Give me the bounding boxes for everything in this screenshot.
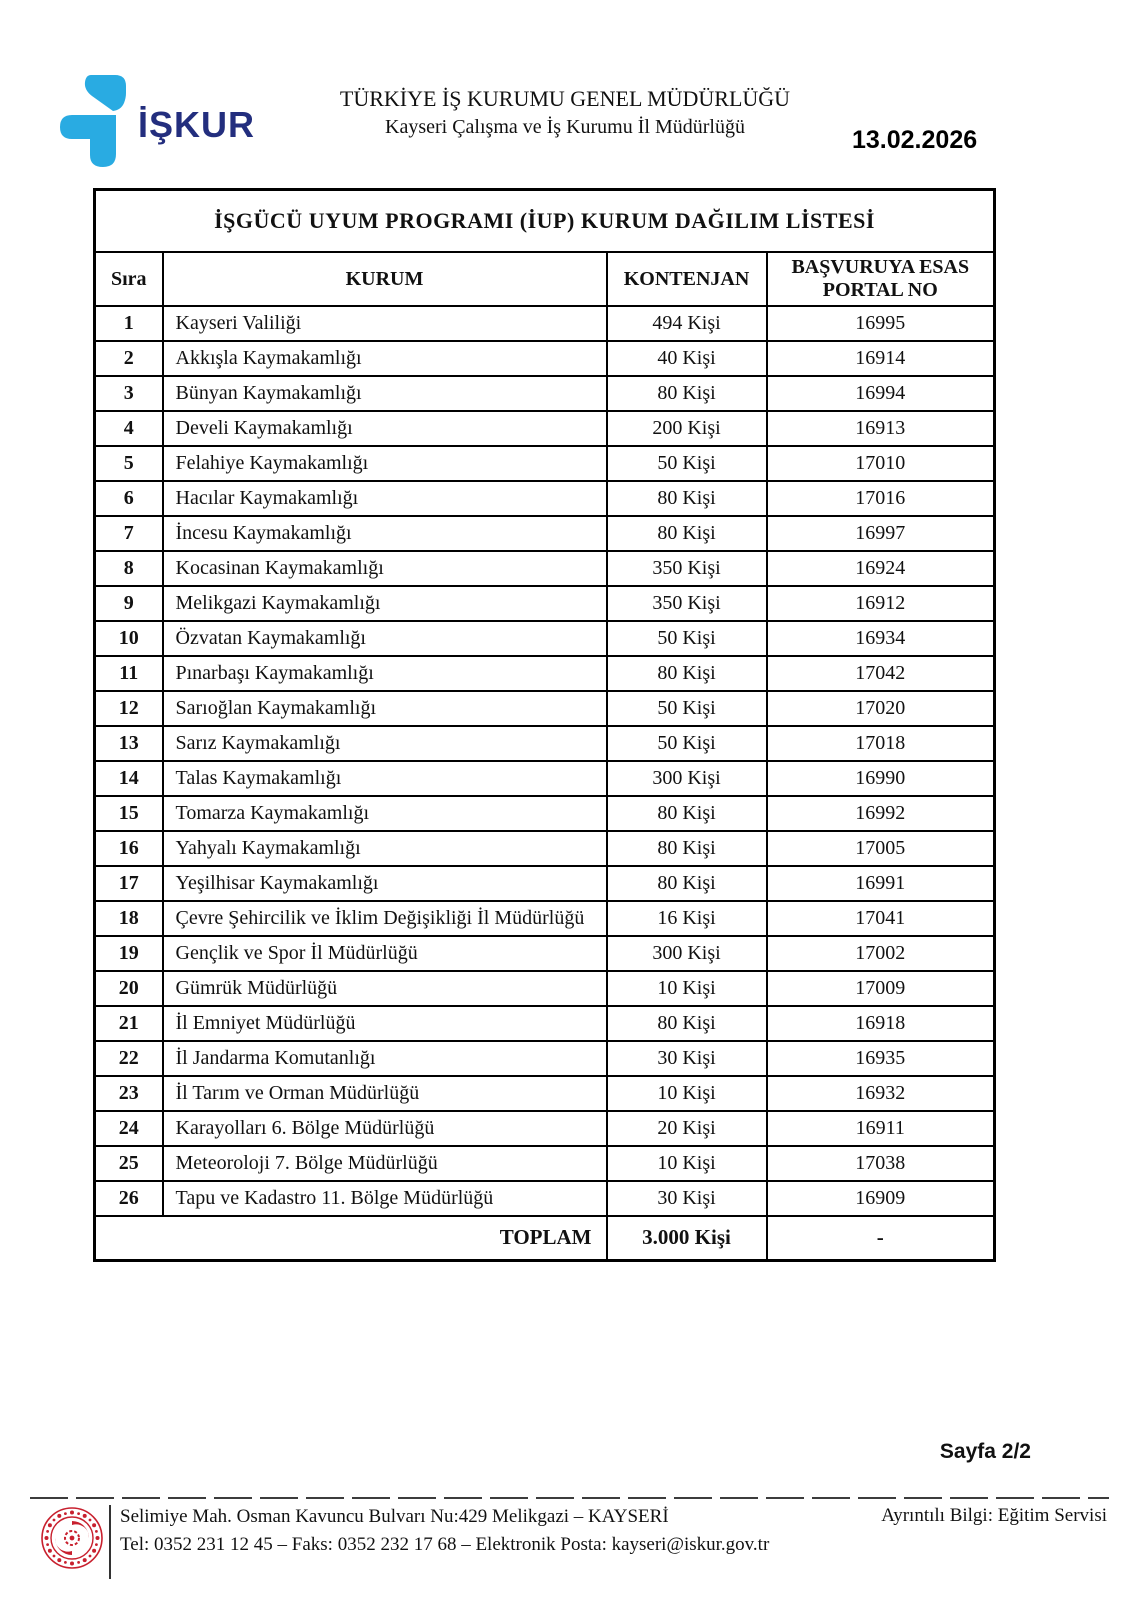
row-number: 2 <box>95 341 163 376</box>
portal-no: 16934 <box>767 621 995 656</box>
footer-vertical-divider <box>109 1505 111 1579</box>
row-number: 15 <box>95 796 163 831</box>
ministry-seal-icon <box>40 1506 104 1570</box>
row-number: 23 <box>95 1076 163 1111</box>
row-number: 10 <box>95 621 163 656</box>
table-row <box>95 761 995 796</box>
table-row <box>95 726 995 761</box>
kontenjan-value: 16 Kişi <box>607 901 767 936</box>
kurum-name: Yeşilhisar Kaymakamlığı <box>163 866 607 901</box>
table-row <box>95 901 995 936</box>
portal-no: 16914 <box>767 341 995 376</box>
footer-divider-line <box>30 1497 1109 1499</box>
table-row <box>95 1181 995 1216</box>
kurum-name: İl Emniyet Müdürlüğü <box>163 1006 607 1041</box>
kurum-name: Gümrük Müdürlüğü <box>163 971 607 1006</box>
row-number: 13 <box>95 726 163 761</box>
row-number: 24 <box>95 1111 163 1146</box>
portal-no: 16918 <box>767 1006 995 1041</box>
table-row <box>95 1076 995 1111</box>
kurum-name: Pınarbaşı Kaymakamlığı <box>163 656 607 691</box>
kontenjan-value: 20 Kişi <box>607 1111 767 1146</box>
total-label: TOPLAM <box>95 1216 607 1260</box>
row-number: 9 <box>95 586 163 621</box>
kurum-name: Akkışla Kaymakamlığı <box>163 341 607 376</box>
kontenjan-value: 350 Kişi <box>607 586 767 621</box>
kontenjan-value: 10 Kişi <box>607 971 767 1006</box>
portal-no: 17018 <box>767 726 995 761</box>
row-number: 17 <box>95 866 163 901</box>
table-row <box>95 796 995 831</box>
table-row <box>95 866 995 901</box>
kurum-name: İl Jandarma Komutanlığı <box>163 1041 607 1076</box>
row-number: 16 <box>95 831 163 866</box>
portal-no: 17041 <box>767 901 995 936</box>
organization-header <box>300 84 830 141</box>
kontenjan-value: 50 Kişi <box>607 691 767 726</box>
kontenjan-value: 494 Kişi <box>607 306 767 341</box>
table-row <box>95 481 995 516</box>
table-row <box>95 1111 995 1146</box>
kontenjan-value: 30 Kişi <box>607 1181 767 1216</box>
table-row <box>95 1041 995 1076</box>
row-number: 5 <box>95 446 163 481</box>
page-number: Sayfa 2/2 <box>939 1440 1031 1463</box>
table-row <box>95 831 995 866</box>
kurum-name: Karayolları 6. Bölge Müdürlüğü <box>163 1111 607 1146</box>
portal-no: 17010 <box>767 446 995 481</box>
kurum-name: Gençlik ve Spor İl Müdürlüğü <box>163 936 607 971</box>
table-row <box>95 586 995 621</box>
row-number: 20 <box>95 971 163 1006</box>
portal-no: 17009 <box>767 971 995 1006</box>
kontenjan-value: 80 Kişi <box>607 376 767 411</box>
kontenjan-value: 80 Kişi <box>607 656 767 691</box>
row-number: 6 <box>95 481 163 516</box>
row-number: 11 <box>95 656 163 691</box>
kontenjan-value: 10 Kişi <box>607 1076 767 1111</box>
table-row <box>95 936 995 971</box>
table-title-row <box>95 190 995 253</box>
portal-no: 16997 <box>767 516 995 551</box>
kontenjan-value: 80 Kişi <box>607 516 767 551</box>
kurum-name: Tomarza Kaymakamlığı <box>163 796 607 831</box>
kurum-name: Kayseri Valiliği <box>163 306 607 341</box>
table-row <box>95 971 995 1006</box>
kurum-name: Sarız Kaymakamlığı <box>163 726 607 761</box>
kurum-name: Tapu ve Kadastro 11. Bölge Müdürlüğü <box>163 1181 607 1216</box>
kurum-name: Kocasinan Kaymakamlığı <box>163 551 607 586</box>
row-number: 19 <box>95 936 163 971</box>
column-header-portal-no: BAŞVURUYA ESAS PORTAL NO <box>767 252 995 306</box>
table-row <box>95 446 995 481</box>
footer-address-block <box>120 1503 769 1559</box>
iskur-logo-text: İŞKUR <box>138 104 256 145</box>
row-number: 22 <box>95 1041 163 1076</box>
kontenjan-value: 300 Kişi <box>607 761 767 796</box>
portal-no: 17016 <box>767 481 995 516</box>
row-number: 26 <box>95 1181 163 1216</box>
table-header-row <box>95 252 995 306</box>
kurum-name: Meteoroloji 7. Bölge Müdürlüğü <box>163 1146 607 1181</box>
row-number: 8 <box>95 551 163 586</box>
portal-no: 16991 <box>767 866 995 901</box>
kontenjan-value: 40 Kişi <box>607 341 767 376</box>
row-number: 3 <box>95 376 163 411</box>
column-header-kontenjan: KONTENJAN <box>607 252 767 306</box>
portal-no: 17020 <box>767 691 995 726</box>
kurum-name: Özvatan Kaymakamlığı <box>163 621 607 656</box>
row-number: 12 <box>95 691 163 726</box>
total-row <box>95 1216 995 1260</box>
portal-no: 16912 <box>767 586 995 621</box>
table-row <box>95 376 995 411</box>
column-header-sira: Sıra <box>95 252 163 306</box>
kurum-name: Talas Kaymakamlığı <box>163 761 607 796</box>
total-kontenjan: 3.000 Kişi <box>607 1216 767 1260</box>
portal-no: 17038 <box>767 1146 995 1181</box>
kontenjan-value: 50 Kişi <box>607 726 767 761</box>
quota-table-container <box>93 188 996 1262</box>
table-row <box>95 341 995 376</box>
table-row <box>95 656 995 691</box>
portal-no: 16913 <box>767 411 995 446</box>
row-number: 1 <box>95 306 163 341</box>
footer-contact-info: Ayrıntılı Bilgi: Eğitim Servisi <box>881 1505 1107 1526</box>
portal-no: 17002 <box>767 936 995 971</box>
row-number: 25 <box>95 1146 163 1181</box>
table-row <box>95 306 995 341</box>
kurum-name: İncesu Kaymakamlığı <box>163 516 607 551</box>
document-date: 13.02.2026 <box>852 126 978 154</box>
organization-name: TÜRKİYE İŞ KURUMU GENEL MÜDÜRLÜĞÜ <box>339 86 791 111</box>
kontenjan-value: 80 Kişi <box>607 481 767 516</box>
portal-no: 16990 <box>767 761 995 796</box>
footer-address-line1: Selimiye Mah. Osman Kavuncu Bulvarı Nu:429 Melikgazi – KAYSERİ <box>120 1506 669 1527</box>
row-number: 7 <box>95 516 163 551</box>
kurum-name: Melikgazi Kaymakamlığı <box>163 586 607 621</box>
kurum-name: İl Tarım ve Orman Müdürlüğü <box>163 1076 607 1111</box>
portal-no: 17005 <box>767 831 995 866</box>
portal-no: 16909 <box>767 1181 995 1216</box>
kurum-name: Bünyan Kaymakamlığı <box>163 376 607 411</box>
kontenjan-value: 350 Kişi <box>607 551 767 586</box>
table-row <box>95 1006 995 1041</box>
portal-no: 16935 <box>767 1041 995 1076</box>
footer-address-line2: Tel: 0352 231 12 45 – Faks: 0352 232 17 68 – Elektronik Posta: kayseri@iskur.gov.tr <box>120 1534 770 1555</box>
kontenjan-value: 300 Kişi <box>607 936 767 971</box>
iskur-logo <box>58 70 288 170</box>
portal-no: 16924 <box>767 551 995 586</box>
row-number: 4 <box>95 411 163 446</box>
table-row <box>95 691 995 726</box>
kontenjan-value: 80 Kişi <box>607 831 767 866</box>
kontenjan-value: 30 Kişi <box>607 1041 767 1076</box>
kontenjan-value: 50 Kişi <box>607 621 767 656</box>
table-row <box>95 1146 995 1181</box>
column-header-kurum: KURUM <box>163 252 607 306</box>
row-number: 14 <box>95 761 163 796</box>
iskur-logo-icon <box>58 71 132 169</box>
row-number: 18 <box>95 901 163 936</box>
kurum-name: Felahiye Kaymakamlığı <box>163 446 607 481</box>
kurum-name: Develi Kaymakamlığı <box>163 411 607 446</box>
kontenjan-value: 10 Kişi <box>607 1146 767 1181</box>
kurum-name: Çevre Şehircilik ve İklim Değişikliği İl Müdürlüğü <box>163 901 607 936</box>
row-number: 21 <box>95 1006 163 1041</box>
quota-table <box>93 188 996 1262</box>
total-portal: - <box>767 1216 995 1260</box>
portal-no: 17042 <box>767 656 995 691</box>
table-title: İŞGÜCÜ UYUM PROGRAMI (İUP) KURUM DAĞILIM LİSTESİ <box>95 190 995 253</box>
portal-no: 16994 <box>767 376 995 411</box>
table-row <box>95 411 995 446</box>
kontenjan-value: 80 Kişi <box>607 1006 767 1041</box>
table-row <box>95 621 995 656</box>
kontenjan-value: 80 Kişi <box>607 796 767 831</box>
portal-no: 16932 <box>767 1076 995 1111</box>
table-row <box>95 551 995 586</box>
kurum-name: Yahyalı Kaymakamlığı <box>163 831 607 866</box>
organization-subname: Kayseri Çalışma ve İş Kurumu İl Müdürlüğü <box>385 115 745 138</box>
kontenjan-value: 50 Kişi <box>607 446 767 481</box>
portal-no: 16995 <box>767 306 995 341</box>
kurum-name: Hacılar Kaymakamlığı <box>163 481 607 516</box>
portal-no: 16911 <box>767 1111 995 1146</box>
table-row <box>95 516 995 551</box>
kontenjan-value: 80 Kişi <box>607 866 767 901</box>
kontenjan-value: 200 Kişi <box>607 411 767 446</box>
portal-no: 16992 <box>767 796 995 831</box>
table-body <box>95 306 995 1216</box>
kurum-name: Sarıoğlan Kaymakamlığı <box>163 691 607 726</box>
